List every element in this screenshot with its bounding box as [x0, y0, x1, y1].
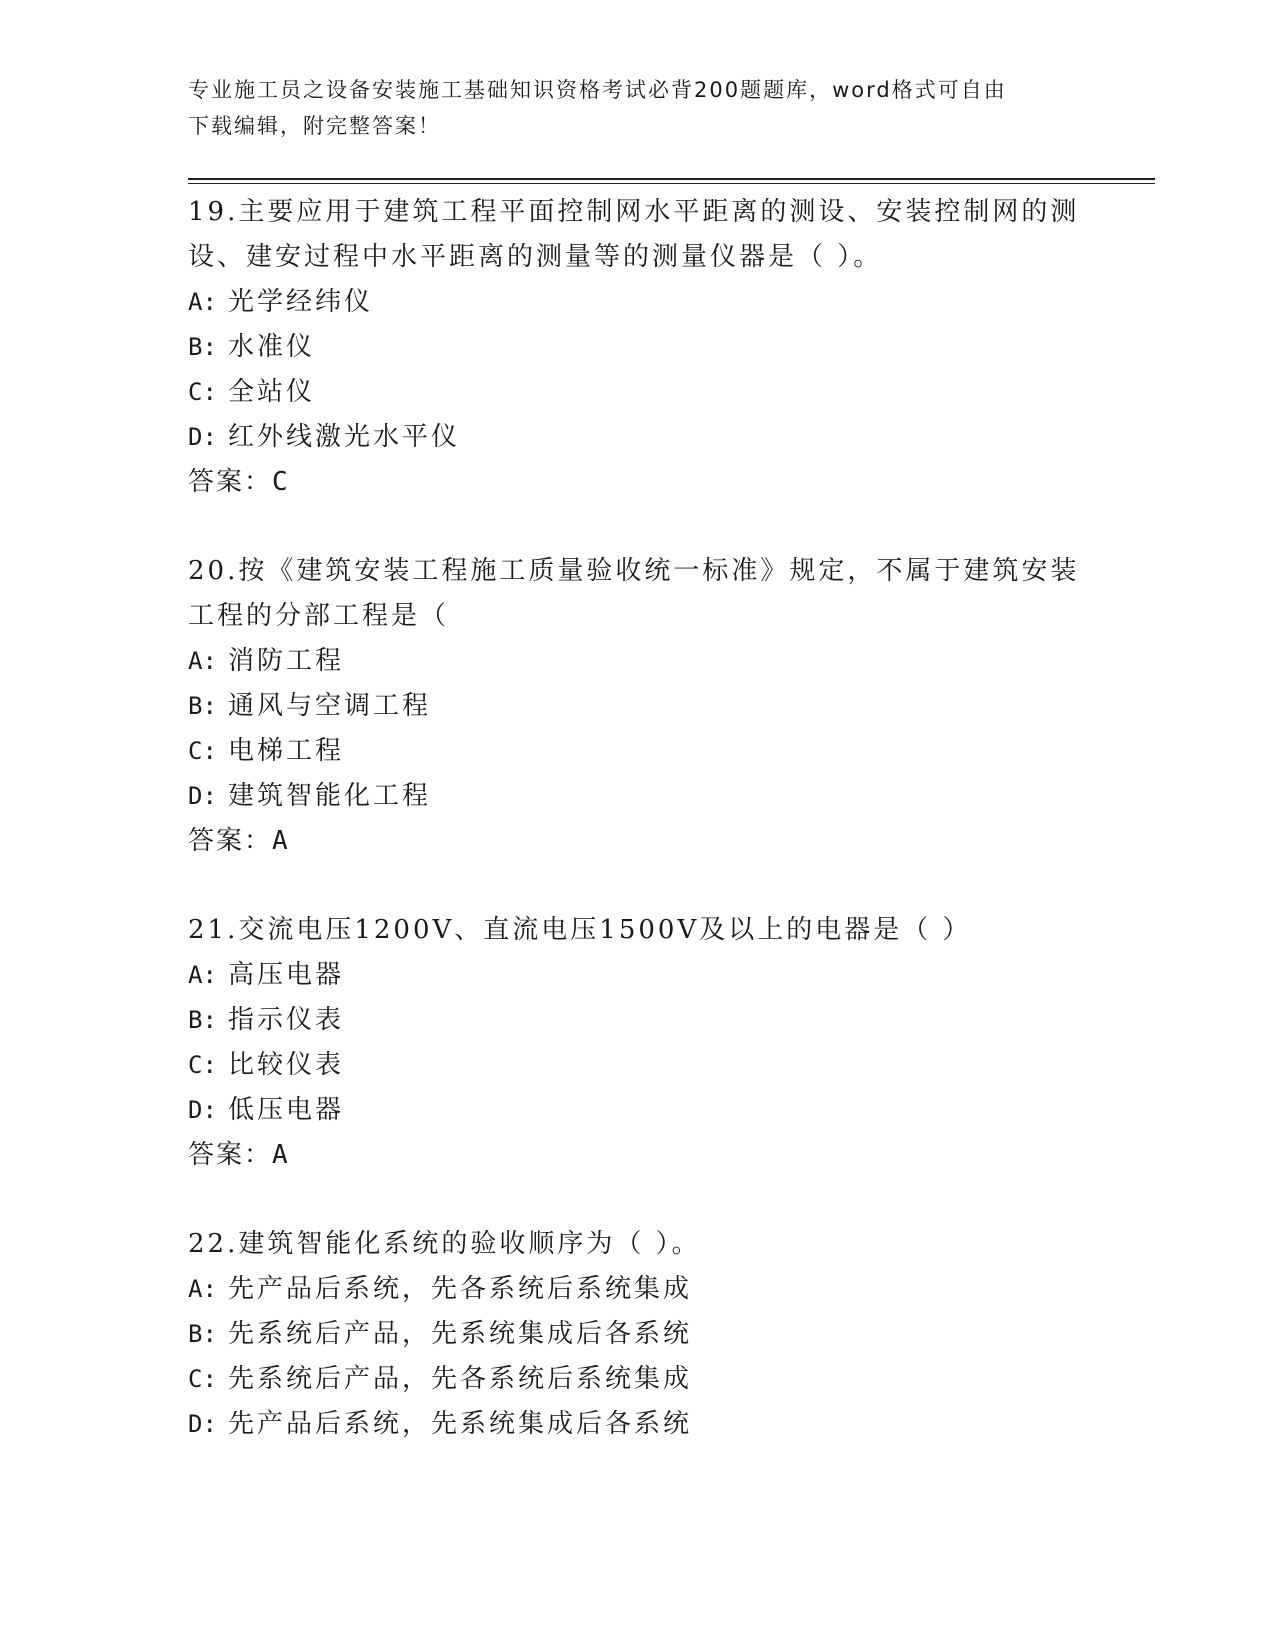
option-a	[188, 639, 1088, 684]
header-divider	[188, 178, 1155, 184]
document-header	[188, 72, 1088, 144]
option-text: 电梯工程	[228, 736, 345, 766]
answer-line	[188, 1133, 1088, 1178]
option-text: 光学经纬仪	[228, 287, 374, 317]
option-d	[188, 774, 1088, 819]
option-letter: C:	[188, 1365, 217, 1393]
option-a	[188, 1267, 1088, 1312]
question-19	[188, 190, 1088, 505]
option-text: 建筑智能化工程	[228, 781, 432, 811]
option-letter: D:	[188, 423, 217, 451]
option-text: 通风与空调工程	[228, 691, 432, 721]
option-letter: D:	[188, 782, 217, 810]
option-text: 比较仪表	[228, 1050, 345, 1080]
option-letter: B:	[188, 1006, 217, 1034]
option-letter: D:	[188, 1096, 217, 1124]
option-b	[188, 1312, 1088, 1357]
option-text: 全站仪	[228, 377, 316, 407]
answer-line	[188, 819, 1088, 864]
option-text: 水准仪	[228, 332, 316, 362]
question-stem: 19.主要应用于建筑工程平面控制网水平距离的测设、安装控制网的测设、建安过程中水平距离的测量等的测量仪器是（ ）。	[188, 197, 1080, 272]
question-stem: 21.交流电压1200V、直流电压1500V及以上的电器是（ ）	[188, 915, 972, 945]
option-d	[188, 1402, 1088, 1447]
option-d	[188, 415, 1088, 460]
question-20	[188, 549, 1088, 864]
question-stem: 22.建筑智能化系统的验收顺序为（ ）。	[188, 1229, 701, 1259]
answer-value: C	[272, 467, 290, 497]
question-list	[188, 190, 1088, 1491]
option-letter: C:	[188, 378, 217, 406]
question-stem: 20.按《建筑安装工程施工质量验收统一标准》规定，不属于建筑安装工程的分部工程是（	[188, 556, 1080, 631]
option-text: 先系统后产品，先系统集成后各系统	[228, 1319, 693, 1349]
answer-label: 答案：	[188, 1140, 273, 1170]
option-letter: A:	[188, 288, 217, 316]
option-c	[188, 1357, 1088, 1402]
option-text: 先系统后产品，先各系统后系统集成	[228, 1364, 693, 1394]
option-letter: B:	[188, 333, 217, 361]
option-text: 指示仪表	[228, 1005, 345, 1035]
answer-label: 答案：	[188, 826, 273, 856]
option-text: 先产品后系统，先系统集成后各系统	[228, 1409, 693, 1439]
option-b	[188, 684, 1088, 729]
header-title-line-2: 下载编辑，附完整答案！	[188, 114, 441, 138]
option-c	[188, 1043, 1088, 1088]
answer-line	[188, 460, 1088, 505]
option-a	[188, 953, 1088, 998]
option-c	[188, 729, 1088, 774]
option-text: 先产品后系统，先各系统后系统集成	[228, 1274, 693, 1304]
option-text: 高压电器	[228, 960, 345, 990]
option-b	[188, 325, 1088, 370]
answer-value: A	[272, 1140, 290, 1170]
option-letter: A:	[188, 961, 217, 989]
question-21	[188, 908, 1088, 1178]
option-a	[188, 280, 1088, 325]
option-letter: D:	[188, 1410, 217, 1438]
option-text: 低压电器	[228, 1095, 345, 1125]
header-title-line-1: 专业施工员之设备安装施工基础知识资格考试必背200题题库，word格式可自由	[188, 78, 1007, 102]
question-22	[188, 1222, 1088, 1447]
option-letter: C:	[188, 1051, 217, 1079]
option-letter: A:	[188, 1275, 217, 1303]
answer-label: 答案：	[188, 467, 273, 497]
option-c	[188, 370, 1088, 415]
option-d	[188, 1088, 1088, 1133]
answer-value: A	[272, 826, 290, 856]
option-text: 红外线激光水平仪	[228, 422, 461, 452]
option-b	[188, 998, 1088, 1043]
option-letter: C:	[188, 737, 217, 765]
option-letter: B:	[188, 692, 217, 720]
option-letter: B:	[188, 1320, 217, 1348]
option-text: 消防工程	[228, 646, 345, 676]
option-letter: A:	[188, 647, 217, 675]
